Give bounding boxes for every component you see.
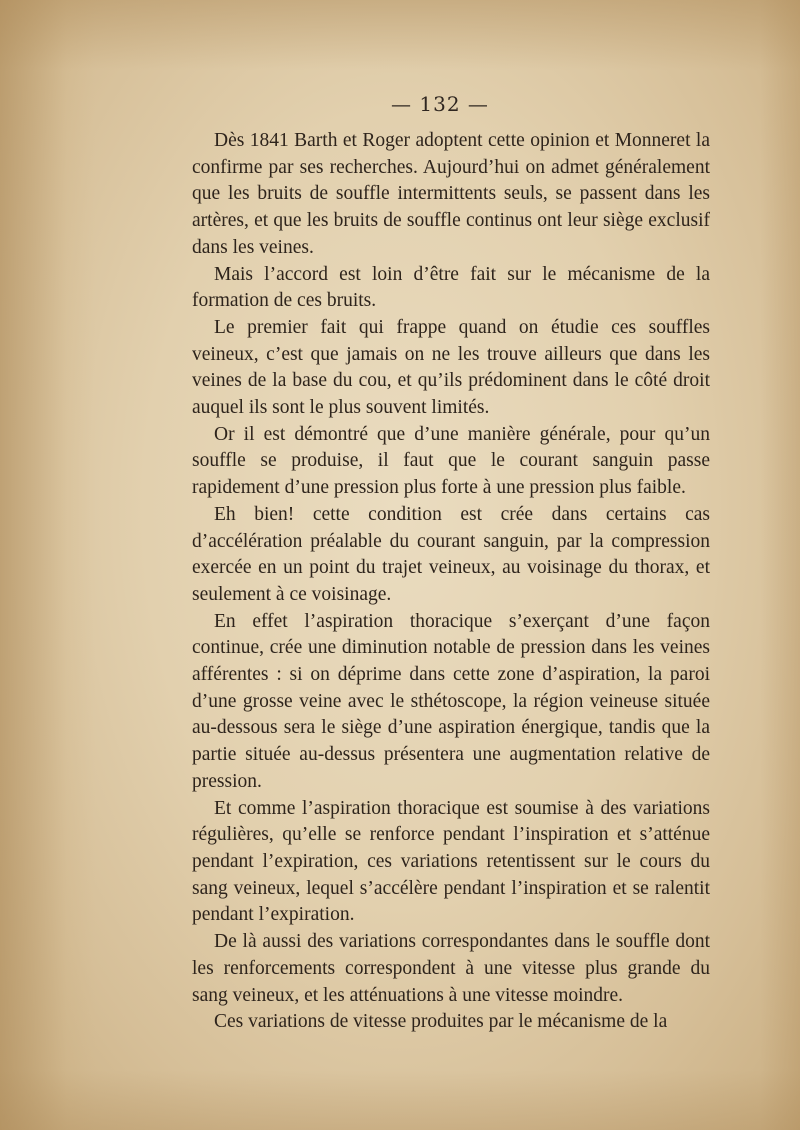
paragraph: Or il est démontré que d’une manière générale, pour qu’un souffle se produise, il faut que le courant sanguin passe rapidement d’une pression plus forte à une pression plus faible. [192,423,710,499]
page-shadow-right [760,0,800,1130]
paragraph: Mais l’accord est loin d’être fait sur le mécanisme de la formation de ces bruits. [192,263,710,312]
paragraph: Et comme l’aspiration thoracique est soumise à des variations régulières, qu’elle se renforce pendant l’inspiration et s’atténue pendant l’expiration, ces variations retentissent sur le cours du sang veineux, lequel s’accélère pendant l’inspiration et se ralentit pendant l’expiration. [192,797,710,926]
page-shadow-left [0,0,95,1130]
body-text [192,128,710,1036]
paragraph: De là aussi des variations correspondantes dans le souffle dont les renforcements correspondent à une vitesse plus grande du sang veineux, et les atténuations à une vitesse moindre. [192,931,710,1006]
paragraph: Dès 1841 Barth et Roger adoptent cette opinion et Monneret la confirme par ses recherches. Aujourd’hui on admet généralement que les bruits de souffle intermittents seuls, se passent dans les artères, et que les bruits de souffle continus ont leur siège exclusif dans les veines. [192,130,710,258]
paragraph: Le premier fait qui frappe quand on étudie ces souffles veineux, c’est que jamais on ne les trouve ailleurs que dans les veines de la base du cou, et qu’ils prédominent dans le côté droit auquel ils sont le plus souvent limités. [192,316,710,419]
paragraph: Eh bien! cette condition est crée dans certains cas d’accélération préalable du courant sanguin, par la compression exercée en un point du trajet veineux, au voisinage du thorax, et seulement à ce voisinage. [192,503,710,605]
paragraph: En effet l’aspiration thoracique s’exerçant d’une façon continue, crée une diminution notable de pression dans les veines afférentes : si on déprime dans cette zone d’aspiration, la paroi d’une grosse veine avec le sthétoscope, la région veineuse située au-dessous sera le siège d’une aspiration énergique, tandis que la partie située au-dessus présentera une augmentation relative de pression. [192,610,710,792]
page-shadow-top [0,0,800,70]
page-number: — 132 — [391,92,489,116]
paragraph: Ces variations de vitesse produites par le mécanisme de la [214,1011,668,1033]
page-shadow-bottom [0,1070,800,1130]
